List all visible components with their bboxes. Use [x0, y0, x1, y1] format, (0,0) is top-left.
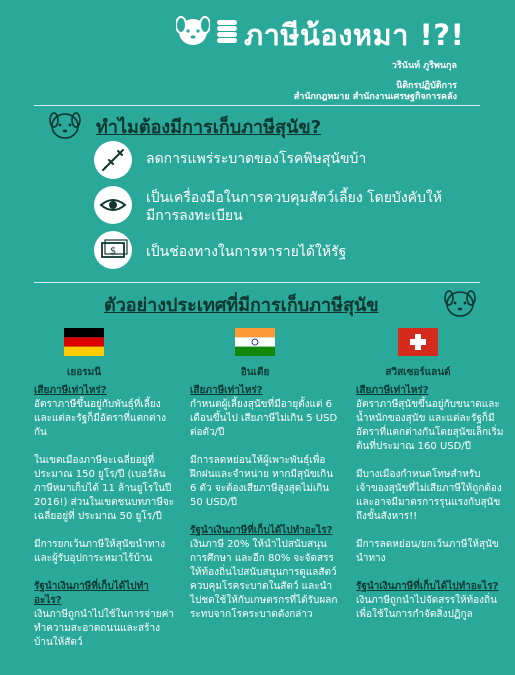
svg-text:$: $ — [109, 246, 117, 257]
question-heading: รัฐนำเงินภาษีที่เก็บได้ไปทำอะไร? — [190, 525, 333, 536]
eye-icon — [94, 186, 132, 224]
examples-section-title: ตัวอย่างประเทศที่มีการเก็บภาษีสุนัข — [104, 295, 379, 316]
divider — [34, 282, 480, 283]
dog-face-icon — [48, 110, 82, 140]
answer-text: เงินภาษี 20% ให้นำไปสนับสนุนการศึกษา และอีก 80% จะจัดสรรให้ท้องถิ่นไปสนับสนุนการดูแลสัตว์ควบคุมโรคระบาดในสัตว์ และนำไปชดใช้ให้กับเกษตรกรที่ได้รับผลกระทบจากโรคระบาดดังกล่าว — [190, 539, 338, 620]
answer-text: เงินภาษีถูกนำไปใช้ในการจ่ายค่าทำความสะอาดถนนและสร้างบ้านให้สัตว์ — [34, 609, 174, 648]
answer-text: มีการยกเว้นภาษีให้สุนัขนำทาง และผู้รับอุปการะหมาไร้บ้าน — [34, 539, 166, 564]
reason-text: เป็นช่องทางในการหารายได้ให้รัฐ — [146, 244, 347, 260]
author-name: วรินันท์ ภูริพนกุล — [391, 61, 457, 71]
question-heading: รัฐนำเงินภาษีที่เก็บได้ไปทำอะไร? — [356, 581, 499, 592]
dog-face-icon — [443, 288, 477, 318]
switzerland-column — [356, 384, 504, 636]
reason-text: ลดการแพร่ระบาดของโรคพิษสุนัขบ้า — [146, 151, 367, 167]
country-name-switzerland: สวิสเซอร์แลนด์ — [385, 367, 451, 378]
answer-text: อัตราภาษีสุนัขขึ้นอยู่กับขนาดและน้ำหนักของสุนัข และแต่ละรัฐก็มีอัตราที่แตกต่างกันโดยสุนัขเล็กเริ่มต้นที่ประมาณ 160 USD/ปี — [356, 399, 504, 452]
answer-text: มีการลดหย่อนให้ผู้เพาะพันธุ์เพื่อฝึกฝนและจำหน่าย หากมีสุนัขเกิน 6 ตัว จะต้องเสียภาษีสูงสุดไม่เกิน 50 USD/ปี — [190, 455, 334, 508]
switzerland-flag-icon — [398, 328, 438, 356]
coins-icon — [214, 14, 240, 48]
answer-text: มีบางเมืองกำหนดโทษสำหรับเจ้าของสุนัขที่ไม่เสียภาษีให้ถูกต้อง และอาจมีมาตรการรุนแรงกับสุนัขถึงขั้นสังหาร!! — [356, 469, 502, 522]
answer-text: เงินภาษีถูกนำไปจัดสรรให้ท้องถิ่นเพื่อใช้ในการกำจัดสิ่งปฏิกูล — [356, 595, 497, 620]
answer-text: กำหนดผู้เลี้ยงสุนัขที่มีอายุตั้งแต่ 6 เดือนขึ้นไป เสียภาษีไม่เกิน 5 USD ต่อตัว/ปี — [190, 399, 338, 438]
divider — [34, 105, 480, 106]
page-title: ภาษีน้องหมา !?! — [244, 18, 465, 52]
answer-text: อัตราภาษีขึ้นอยู่กับพันธุ์ที่เลี้ยง และแต่ละรัฐก็มีอัตราที่แตกต่างกัน — [34, 399, 166, 438]
author-department: สำนักกฎหมาย สำนักงานเศรษฐกิจการคลัง — [293, 92, 457, 102]
question-heading: เสียภาษีเท่าไหร่? — [356, 385, 429, 396]
answer-text: มีการลดหย่อน/ยกเว้นภาษีให้สุนัขนำทาง — [356, 539, 499, 564]
germany-column — [34, 384, 176, 664]
answer-text: ในเขตเมืองภาษีจะเฉลี่ยอยู่ที่ประมาณ 150 ยูโร/ปี (เบอร์ลินภาษีหมาเก็บได้ 11 ล้านยูโรในปี 2016!) ส่วนในเขตชนบทภาษีจะเฉลี่ยอยู่ที่ ประมาณ 50 ยูโร/ปี — [34, 455, 175, 522]
question-heading: เสียภาษีเท่าไหร่? — [34, 385, 107, 396]
india-flag-icon — [235, 328, 275, 356]
country-name-india: อินเดีย — [240, 367, 270, 378]
reason-text: เป็นเครื่องมือในการควบคุมสัตว์เลี้ยง โดยบังคับให้มีการลงทะเบียน — [146, 190, 442, 224]
india-column — [190, 384, 338, 636]
country-name-germany: เยอรมนี — [66, 367, 102, 378]
author-role: นิติกรปฏิบัติการ — [396, 81, 457, 91]
question-heading: รัฐนำเงินภาษีที่เก็บได้ไปทำอะไร? — [34, 581, 149, 606]
syringe-icon — [94, 141, 132, 179]
why-section-title: ทำไมต้องมีการเก็บภาษีสุนัข? — [96, 117, 322, 138]
question-heading: เสียภาษีเท่าไหร่? — [190, 385, 263, 396]
germany-flag-icon — [64, 328, 104, 356]
dog-face-icon — [176, 16, 210, 46]
money-icon — [94, 231, 132, 269]
